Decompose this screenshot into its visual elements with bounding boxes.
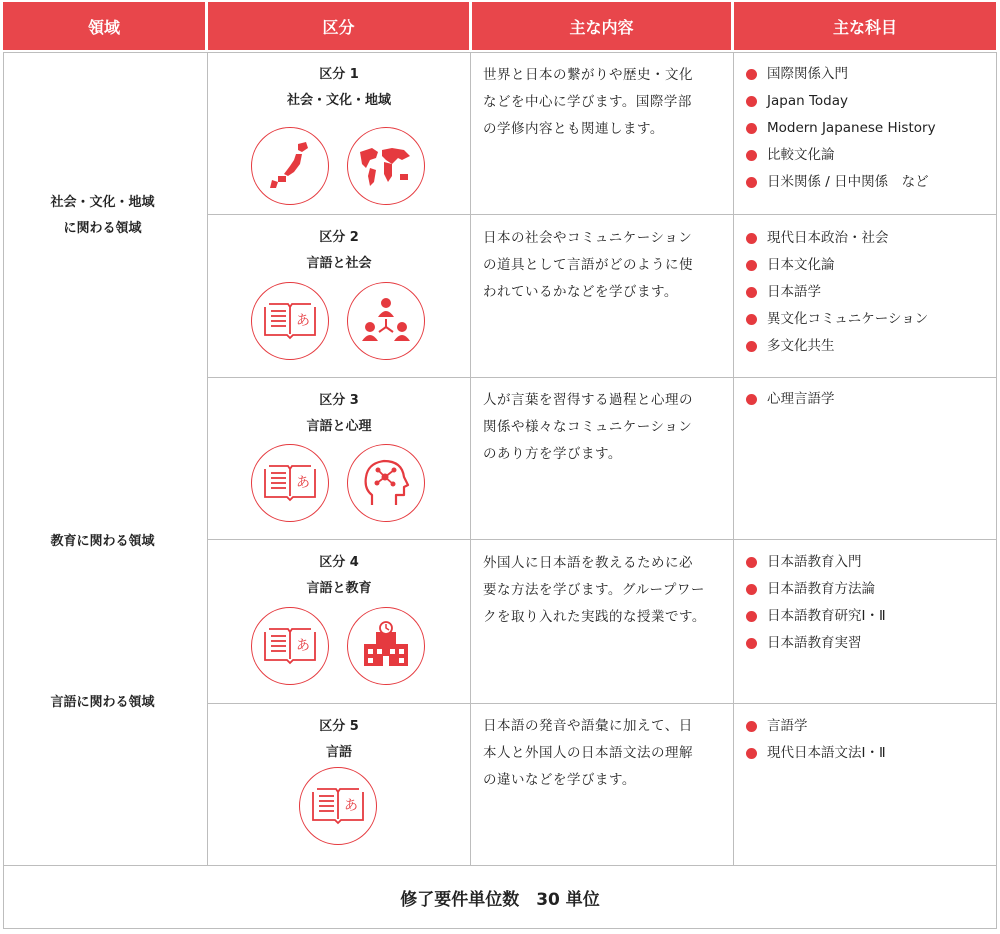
head-network-icon — [347, 444, 425, 522]
row1-kubun-number: 区分 1 — [319, 67, 359, 82]
row2-subjects — [746, 225, 996, 360]
subject-item: 日米関係 / 日中関係 など — [746, 169, 996, 196]
row1-desc-line: の学修内容とも関連します。 — [483, 121, 664, 137]
bullet-dot-icon — [746, 96, 757, 107]
subject-item: 日本語教育研究Ⅰ・Ⅱ — [746, 603, 996, 630]
row5-description — [483, 713, 723, 794]
row2-description — [483, 225, 723, 306]
open-book-icon — [251, 607, 329, 685]
bullet-dot-icon — [746, 721, 757, 732]
row5-subjects — [746, 713, 996, 767]
bullet-dot-icon — [746, 177, 757, 188]
completion-credits: 修了要件単位数 30 単位 — [400, 889, 600, 910]
row4-desc-line: 要な方法を学びます。グループワー — [483, 582, 705, 598]
subject-item: 日本語教育実習 — [746, 630, 996, 657]
header-kubun: 区分 — [208, 2, 469, 50]
header-domain: 領域 — [3, 2, 205, 50]
row3-desc-line: 関係や様々なコミュニケーション — [483, 419, 693, 435]
row4-description — [483, 550, 723, 631]
row3-desc-line: 人が言葉を習得する過程と心理の — [483, 392, 693, 408]
domain-label-language: 言語に関わる領域 — [50, 695, 155, 710]
bullet-dot-icon — [746, 150, 757, 161]
row5-kubun-title: 言語 — [325, 745, 352, 760]
row5-kubun-number: 区分 5 — [319, 719, 359, 734]
domain-label-society-line2: に関わる領域 — [63, 221, 142, 236]
subject-item: 日本語学 — [746, 279, 996, 306]
open-book-icon — [299, 767, 377, 845]
header-subjects: 主な科目 — [734, 2, 996, 50]
bullet-dot-icon — [746, 638, 757, 649]
row2-desc-line: 日本の社会やコミュニケーション — [483, 230, 693, 246]
row1-desc-line: 世界と日本の繋がりや歴史・文化 — [483, 67, 693, 83]
open-book-icon — [251, 444, 329, 522]
row1-desc-line: などを中心に学びます。国際学部 — [483, 94, 692, 110]
row4-kubun-number: 区分 4 — [319, 555, 359, 570]
row3-desc-line: のあり方を学びます。 — [483, 446, 622, 462]
domain-label-society-line1: 社会・文化・地域 — [50, 195, 155, 210]
row1-kubun-title: 社会・文化・地域 — [286, 93, 391, 108]
book-glyph: あ — [296, 475, 310, 491]
row3-subjects — [746, 386, 996, 413]
header-content: 主な内容 — [472, 2, 731, 50]
book-glyph: あ — [296, 638, 310, 654]
bullet-dot-icon — [746, 314, 757, 325]
row5-heading — [208, 714, 470, 766]
domain-column — [3, 52, 208, 866]
bullet-dot-icon — [746, 233, 757, 244]
bullet-dot-icon — [746, 287, 757, 298]
japan-map-icon — [251, 127, 329, 205]
world-map-icon — [347, 127, 425, 205]
subject-item: 現代日本政治・社会 — [746, 225, 996, 252]
subject-item: 心理言語学 — [746, 386, 996, 413]
row3-kubun-number: 区分 3 — [319, 393, 359, 408]
open-book-icon — [251, 282, 329, 360]
row1-description — [483, 62, 723, 143]
row5-desc-line: 日本語の発音や語彙に加えて、日 — [483, 718, 693, 734]
subject-item: 多文化共生 — [746, 333, 996, 360]
book-glyph: あ — [344, 798, 358, 814]
bullet-dot-icon — [746, 341, 757, 352]
row2-desc-line: の道具として言語がどのように使 — [483, 257, 693, 273]
subject-item: 言語学 — [746, 713, 996, 740]
subject-item: 日本語教育入門 — [746, 549, 996, 576]
bullet-dot-icon — [746, 260, 757, 271]
subject-item: Japan Today — [746, 88, 996, 115]
subject-item: 異文化コミュニケーション — [746, 306, 996, 333]
subject-item: 日本文化論 — [746, 252, 996, 279]
row2-desc-line: われているかなどを学びます。 — [483, 284, 678, 300]
row2-kubun-number: 区分 2 — [319, 230, 359, 245]
row3-heading — [208, 388, 470, 440]
bullet-dot-icon — [746, 611, 757, 622]
row1-subjects — [746, 61, 996, 196]
domain-label-society — [0, 190, 205, 242]
row2-kubun-title: 言語と社会 — [306, 256, 372, 271]
bullet-dot-icon — [746, 394, 757, 405]
bullet-dot-icon — [746, 123, 757, 134]
row4-desc-line: クを取り入れた実践的な授業です。 — [483, 609, 706, 625]
subject-item: 国際関係入門 — [746, 61, 996, 88]
row3-kubun-title: 言語と心理 — [306, 419, 372, 434]
row1-heading — [208, 62, 470, 114]
bullet-dot-icon — [746, 748, 757, 759]
row4-desc-line: 外国人に日本語を教えるために必 — [483, 555, 693, 571]
subject-item: 日本語教育方法論 — [746, 576, 996, 603]
book-glyph: あ — [296, 313, 310, 329]
bullet-dot-icon — [746, 584, 757, 595]
subject-item: Modern Japanese History — [746, 115, 996, 142]
subject-item: 比較文化論 — [746, 142, 996, 169]
subject-item: 現代日本語文法Ⅰ・Ⅱ — [746, 740, 996, 767]
row5-desc-line: の違いなどを学びます。 — [483, 772, 636, 788]
bullet-dot-icon — [746, 557, 757, 568]
row4-heading — [208, 550, 470, 602]
school-building-icon — [347, 607, 425, 685]
row4-kubun-title: 言語と教育 — [306, 581, 372, 596]
bullet-dot-icon — [746, 69, 757, 80]
people-network-icon — [347, 282, 425, 360]
domain-label-education: 教育に関わる領域 — [50, 534, 155, 549]
row5-desc-line: 本人と外国人の日本語文法の理解 — [483, 745, 693, 761]
row2-heading — [208, 225, 470, 277]
row3-description — [483, 387, 723, 468]
row4-subjects — [746, 549, 996, 657]
